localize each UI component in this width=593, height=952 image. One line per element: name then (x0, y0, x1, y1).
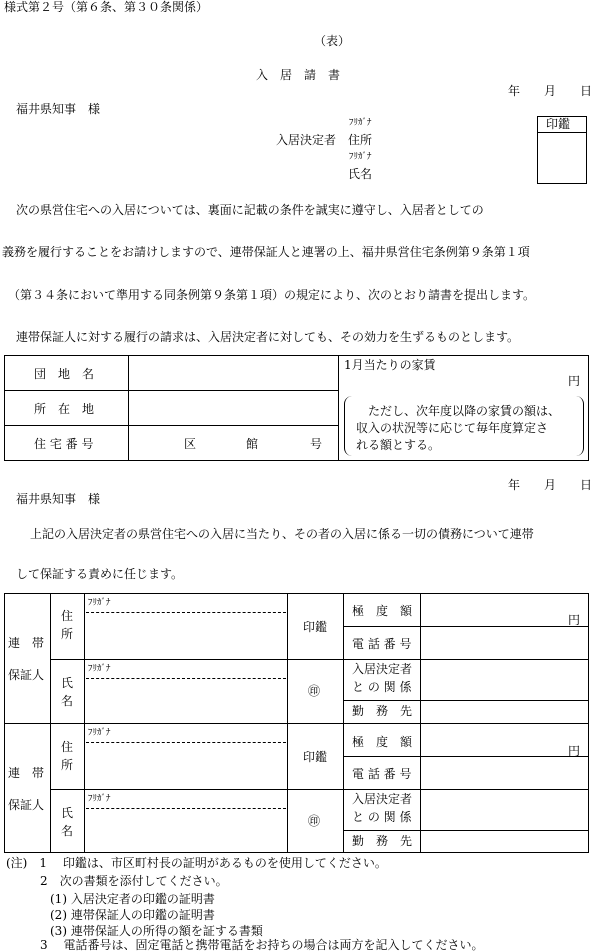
guarantor-address-field[interactable] (86, 614, 286, 658)
addressee: 福井県知事 様 (16, 102, 101, 116)
relation-label: 入居決定者 (352, 792, 413, 806)
body-paragraph: （第３４条において準用する同条例第９条第１項）の規定により、次のとおり請書を提出します。 (8, 288, 536, 302)
name-label: 名 (61, 694, 74, 708)
guarantor-address-field[interactable] (86, 744, 286, 788)
furigana-label: ﾌﾘｶﾞﾅ (349, 152, 372, 162)
guarantor-name-field[interactable] (86, 680, 286, 722)
addressee: 福井県知事 様 (16, 492, 101, 506)
form-number: 様式第２号（第６条、第３０条関係） (4, 0, 209, 14)
housing-complex-field[interactable] (129, 356, 337, 389)
relation-label: と の 関 係 (352, 810, 412, 824)
furigana-label: ﾌﾘｶﾞﾅ (88, 598, 111, 608)
address-label: 所 (61, 627, 74, 641)
name-label: 名 (61, 824, 74, 838)
furigana-label: ﾌﾘｶﾞﾅ (88, 664, 111, 674)
workplace-label: 勤 務 先 (352, 704, 413, 718)
note-subitem: (2) 連帯保証人の印鑑の証明書 (50, 908, 215, 922)
name-label: 氏 (61, 806, 74, 820)
side-label: （表） (314, 34, 351, 48)
furigana-label: ﾌﾘｶﾞﾅ (88, 728, 111, 738)
limit-amount-label: 極 度 額 (352, 735, 413, 749)
building-label: 館 (246, 437, 259, 451)
date-line: 年 月 日 (508, 478, 593, 492)
note-item: 3 電話番号は、固定電話と携帯電話をお持ちの場合は両方を記入してください。 (40, 938, 484, 952)
name-label: 氏 (61, 676, 74, 690)
note-subitem: (1) 入居決定者の印鑑の証明書 (50, 892, 215, 906)
page-title: 入 居 請 書 (256, 68, 341, 82)
seal-label: 印鑑 (303, 750, 328, 764)
ward-label: 区 (184, 437, 197, 451)
body-paragraph: 連帯保証人に対する履行の請求は、入居決定者に対しても、その効力を生ずるものとします。 (16, 330, 520, 344)
seal-label: 印鑑 (546, 117, 571, 131)
address-label: 住 (61, 609, 74, 623)
housing-complex-label: 団 地 名 (34, 367, 95, 381)
rent-note: ただし、次年度以降の家賃の額は、 (368, 404, 561, 418)
address-label: 住所 (348, 133, 373, 147)
guarantee-paragraph: して保証する責めに任じます。 (16, 567, 184, 581)
address-label: 所 (61, 758, 74, 772)
body-paragraph: 義務を履行することをお請けしますので、連帯保証人と連署の上、福井県営住宅条例第９条第１項 (2, 245, 530, 259)
seal-label: 印鑑 (303, 620, 328, 634)
relation-label: 入居決定者 (352, 662, 413, 676)
rent-note: 収入の状況等に応じて毎年度算定さ (356, 421, 549, 435)
rent-label: 1月当たりの家賃 (344, 358, 436, 372)
yen-label: 円 (568, 374, 581, 388)
location-field[interactable] (129, 391, 337, 424)
guarantor-label: 連 帯 (8, 766, 45, 780)
relation-label: と の 関 係 (352, 680, 412, 694)
note-item: 2 次の書類を添付してください。 (40, 874, 228, 888)
guarantee-paragraph: 上記の入居決定者の県営住宅への入居に当たり、その者の入居に係る一切の債務について連帯 (30, 527, 534, 541)
seal-mark-icon: ㊞ (308, 684, 321, 698)
body-paragraph: 次の県営住宅への入居については、裏面に記載の条件を誠実に遵守し、入居者としての (16, 203, 484, 217)
seal-mark-icon: ㊞ (308, 814, 321, 828)
furigana-label: ﾌﾘｶﾞﾅ (349, 118, 372, 128)
yen-label: 円 (568, 613, 581, 627)
house-number-label: 住 宅 番 号 (34, 437, 94, 451)
guarantor-label: 連 帯 (8, 636, 45, 650)
note-item: (注) 1 印鑑は、市区町村長の証明があるものを使用してください。 (6, 856, 387, 870)
note-subitem: (3) 連帯保証人の所得の額を証する書類 (50, 924, 263, 938)
location-label: 所 在 地 (34, 402, 95, 416)
phone-label: 電 話 番 号 (352, 637, 412, 651)
name-label: 氏名 (348, 167, 373, 181)
guarantor-name-field[interactable] (86, 810, 286, 852)
number-suffix-label: 号 (310, 437, 323, 451)
guarantor-label: 保証人 (8, 798, 45, 812)
workplace-label: 勤 務 先 (352, 834, 413, 848)
phone-label: 電 話 番 号 (352, 767, 412, 781)
yen-label: 円 (568, 744, 581, 758)
address-label: 住 (61, 740, 74, 754)
rent-note: れる額とする。 (356, 438, 441, 452)
applicant-label: 入居決定者 (276, 133, 337, 147)
limit-amount-label: 極 度 額 (352, 604, 413, 618)
guarantor-label: 保証人 (8, 668, 45, 682)
date-line: 年 月 日 (508, 84, 593, 98)
furigana-label: ﾌﾘｶﾞﾅ (88, 794, 111, 804)
